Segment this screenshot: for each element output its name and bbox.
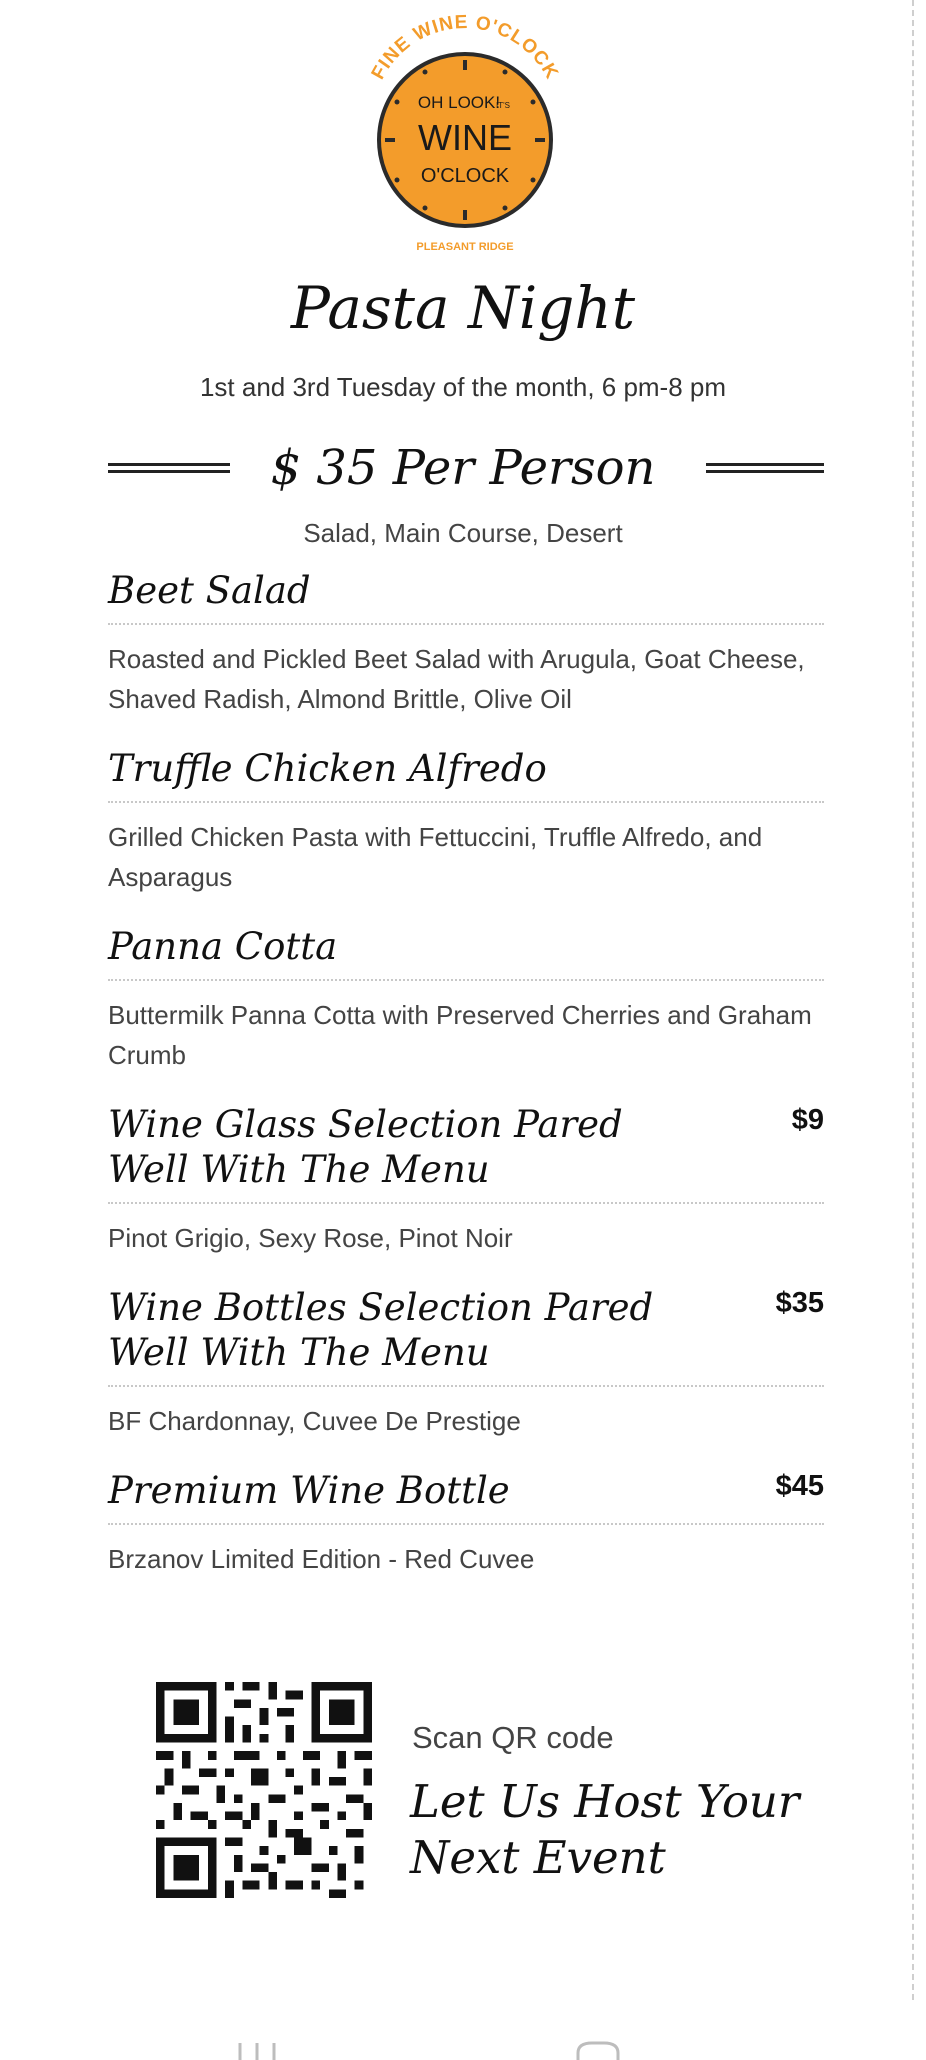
recent-apps-icon[interactable] bbox=[240, 2043, 274, 2060]
item-name: Wine Glass Selection Pared Well With The Menu bbox=[108, 1103, 623, 1191]
price-banner bbox=[0, 438, 926, 498]
home-icon[interactable] bbox=[578, 2043, 618, 2060]
dotted-divider bbox=[108, 801, 824, 803]
logo-line1-small: IT'S bbox=[496, 101, 510, 110]
menu-item bbox=[108, 746, 824, 897]
item-name: Premium Wine Bottle bbox=[108, 1469, 510, 1512]
logo-line1: OH LOOK! bbox=[417, 93, 501, 112]
host-event-cta: Let Us Host Your Next Event bbox=[410, 1775, 800, 1884]
item-description: Roasted and Pickled Beet Salad with Arugula, Goat Cheese, Shaved Radish, Almond Brittle, Olive Oil bbox=[108, 644, 805, 714]
item-description: BF Chardonnay, Cuvee De Prestige bbox=[108, 1406, 521, 1436]
menu-item bbox=[108, 1285, 824, 1441]
dotted-divider bbox=[108, 623, 824, 625]
item-description: Grilled Chicken Pasta with Fettuccini, Truffle Alfredo, and Asparagus bbox=[108, 822, 763, 892]
wine-oclock-logo bbox=[345, 10, 585, 260]
bottom-nav-bar bbox=[0, 2035, 926, 2060]
menu-item bbox=[108, 1102, 824, 1258]
dotted-divider bbox=[108, 1523, 824, 1525]
dotted-divider bbox=[108, 979, 824, 981]
item-name: Beet Salad bbox=[108, 569, 311, 612]
menu-item bbox=[108, 568, 824, 719]
item-price: $9 bbox=[791, 1104, 824, 1136]
item-description: Pinot Grigio, Sexy Rose, Pinot Noir bbox=[108, 1223, 513, 1253]
menu-item bbox=[108, 924, 824, 1075]
logo-line2: WINE bbox=[418, 117, 512, 158]
dotted-divider bbox=[108, 1202, 824, 1204]
courses-text: Salad, Main Course, Desert bbox=[303, 518, 623, 548]
item-price: $45 bbox=[775, 1470, 824, 1502]
logo-arc-text: FINE WINE O'CLOCK bbox=[367, 11, 563, 84]
item-name: Wine Bottles Selection Pared Well With The Menu bbox=[108, 1286, 654, 1374]
item-description: Brzanov Limited Edition - Red Cuvee bbox=[108, 1544, 535, 1574]
page-title: Pasta Night bbox=[290, 274, 636, 342]
item-name: Panna Cotta bbox=[108, 925, 338, 968]
banner-rule-right bbox=[706, 463, 824, 473]
qr-code[interactable] bbox=[152, 1682, 376, 1898]
item-price: $35 bbox=[775, 1287, 824, 1319]
schedule-text: 1st and 3rd Tuesday of the month, 6 pm-8 pm bbox=[199, 372, 727, 402]
item-name: Truffle Chicken Alfredo bbox=[108, 747, 547, 790]
dotted-divider bbox=[108, 1385, 824, 1387]
logo-location: PLEASANT RIDGE bbox=[416, 241, 514, 253]
logo-line3: O'CLOCK bbox=[420, 165, 510, 187]
item-description: Buttermilk Panna Cotta with Preserved Cherries and Graham Crumb bbox=[108, 1000, 812, 1070]
scan-qr-label: Scan QR code bbox=[412, 1720, 614, 1755]
menu-item bbox=[108, 1468, 824, 1579]
price-per-person: $ 35 Per Person bbox=[270, 440, 656, 496]
